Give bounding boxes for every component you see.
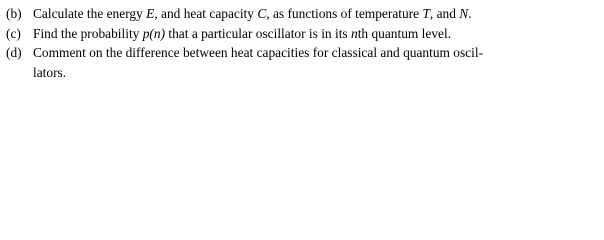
math-symbol: p(n) <box>142 26 166 41</box>
math-symbol: C <box>257 6 267 21</box>
text-segment: , as functions of temperature <box>266 6 423 21</box>
text-segment: th quantum level. <box>357 26 452 41</box>
text-segment: , and heat capacity <box>154 6 258 21</box>
math-symbol: N <box>459 6 469 21</box>
item-text: Comment on the difference between heat capacities for classical and quantum oscil- <box>33 45 484 60</box>
item-label: (c) <box>6 26 21 41</box>
math-symbol: E <box>146 6 155 21</box>
text-segment: , and <box>429 6 460 21</box>
item-text <box>33 26 451 42</box>
math-symbol: T <box>422 6 430 21</box>
math-symbol: n <box>350 26 358 41</box>
item-text <box>33 6 472 22</box>
item-text-continuation: lators. <box>33 65 67 80</box>
item-label: (d) <box>6 45 22 60</box>
text-segment: Find the probability <box>33 26 143 41</box>
text-segment: . <box>468 6 472 21</box>
text-segment: Calculate the energy <box>33 6 147 21</box>
text-segment: that a particular oscillator is in its <box>165 26 351 41</box>
problem-text <box>0 0 604 98</box>
item-label: (b) <box>6 6 22 21</box>
